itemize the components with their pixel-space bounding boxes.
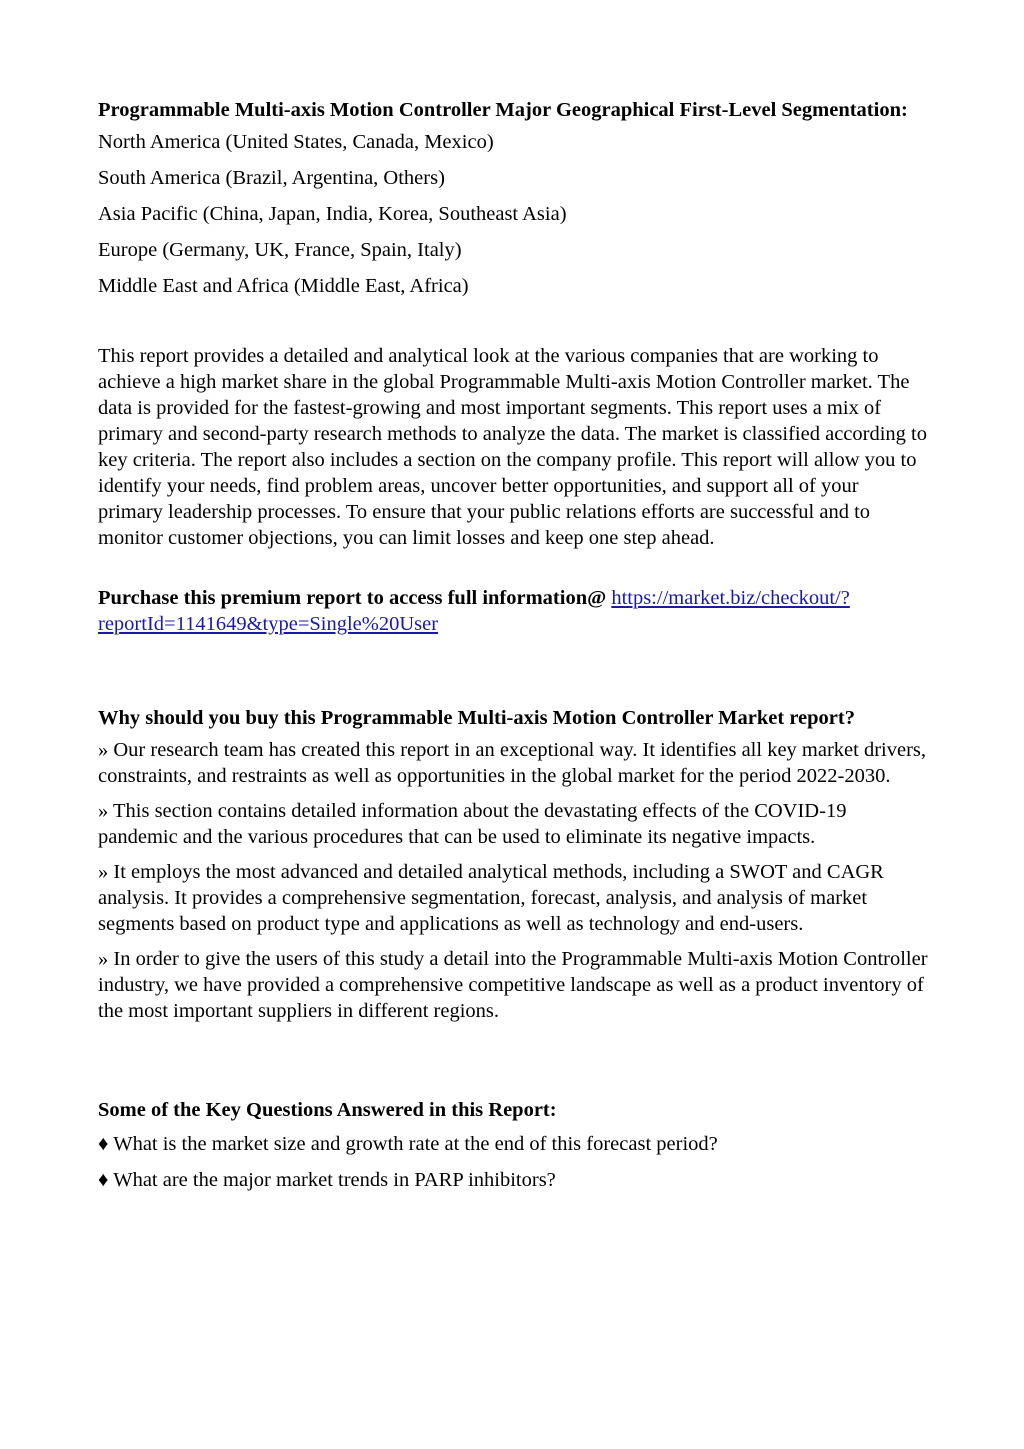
- why-buy-item: » This section contains detailed information about the devastating effects of the COVID-19 pandemic and the various procedures that can be used to eliminate its negative impacts.: [98, 800, 847, 848]
- key-question-item: ♦ What are the major market trends in PARP inhibitors?: [98, 1169, 556, 1191]
- why-buy-heading: Why should you buy this Programmable Multi-axis Motion Controller Market report?: [98, 707, 855, 729]
- region-item-middle-east-africa: Middle East and Africa (Middle East, Africa): [98, 275, 469, 297]
- key-question-item: ♦ What is the market size and growth rate at the end of this forecast period?: [98, 1133, 718, 1155]
- document-page: [98, 97, 928, 1203]
- region-item-europe: Europe (Germany, UK, France, Spain, Italy): [98, 239, 462, 261]
- key-questions-list: [98, 1131, 928, 1193]
- why-buy-list: [98, 737, 928, 1024]
- region-item-asia-pacific: Asia Pacific (China, Japan, India, Korea, Southeast Asia): [98, 203, 567, 225]
- checkout-link[interactable]: https://market.biz/checkout/?reportId=1141649&type=Single%20User: [98, 587, 850, 635]
- region-item-north-america: North America (United States, Canada, Mexico): [98, 131, 494, 153]
- why-buy-item: » In order to give the users of this study a detail into the Programmable Multi-axis Motion Controller industry, we have provided a comprehensive competitive landscape as well as a product inventory of the most important suppliers in different regions.: [98, 948, 928, 1022]
- region-list: [98, 129, 928, 299]
- overview-paragraph: This report provides a detailed and analytical look at the various companies that are working to achieve a high market share in the global Programmable Multi-axis Motion Controller market. The data is provided for the fastest-growing and most important segments. This report uses a mix of primary and second-party research methods to analyze the data. The market is classified according to key criteria. The report also includes a section on the company profile. This report will allow you to identify your needs, find problem areas, uncover better opportunities, and support all of your primary leadership processes. To ensure that your public relations efforts are successful and to monitor customer objections, you can limit losses and keep one step ahead.: [98, 345, 927, 549]
- purchase-line: [98, 585, 928, 637]
- why-buy-item: » It employs the most advanced and detailed analytical methods, including a SWOT and CAGR analysis. It provides a comprehensive segmentation, forecast, analysis, and analysis of market segments based on product type and applications as well as technology and end-users.: [98, 861, 884, 935]
- region-item-south-america: South America (Brazil, Argentina, Others): [98, 167, 445, 189]
- geo-segmentation-heading: Programmable Multi-axis Motion Controller Major Geographical First-Level Segmentation:: [98, 99, 908, 121]
- why-buy-item: » Our research team has created this report in an exceptional way. It identifies all key market drivers, constraints, and restraints as well as opportunities in the global market for the period 2022-2030.: [98, 739, 927, 787]
- key-questions-heading: Some of the Key Questions Answered in this Report:: [98, 1099, 557, 1121]
- purchase-label: Purchase this premium report to access full information@: [98, 587, 607, 609]
